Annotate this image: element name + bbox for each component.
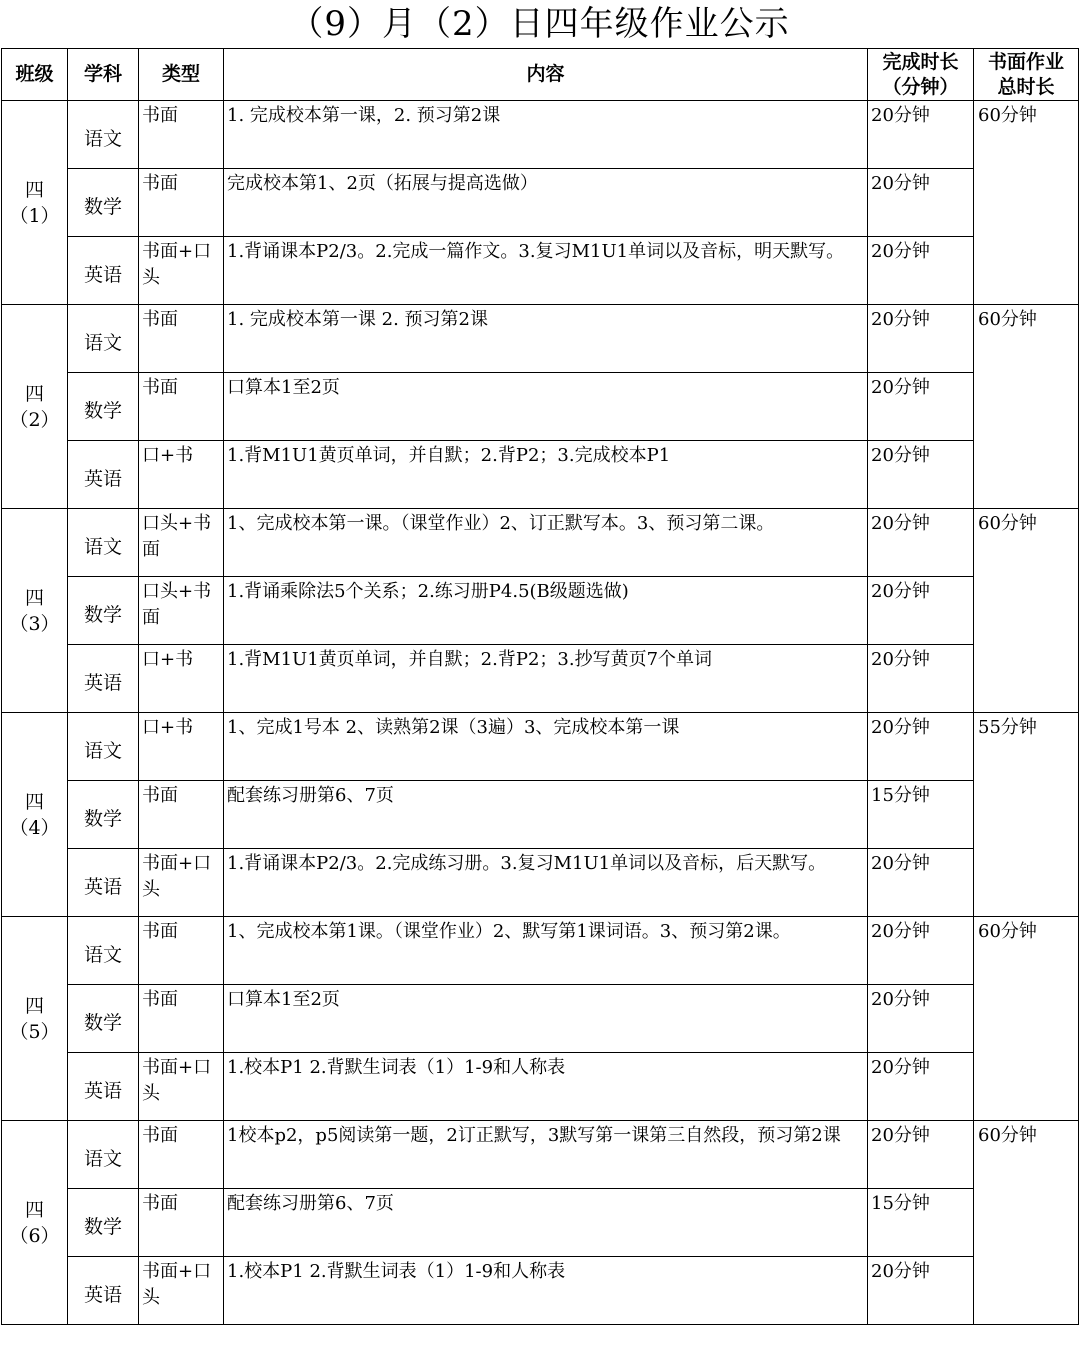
- class-number: （3）: [9, 612, 60, 635]
- table-row: [2, 237, 1079, 305]
- class-number: （5）: [9, 1020, 60, 1043]
- total-duration-cell: 60分钟: [974, 1121, 1079, 1325]
- header-total: [974, 49, 1079, 101]
- class-number: （6）: [9, 1224, 60, 1247]
- type-cell: 书面+口头: [139, 1053, 224, 1121]
- table-row: [2, 101, 1079, 169]
- content-cell: 1.背诵课本P2/3。2.完成练习册。3.复习M1U1单词以及音标，后天默写。: [224, 849, 868, 917]
- subject-cell: 数学: [68, 985, 139, 1053]
- class-number: （4）: [9, 816, 60, 839]
- type-cell: 书面: [139, 101, 224, 169]
- content-cell: 1.背诵乘除法5个关系；2.练习册P4.5(B级题选做): [224, 577, 868, 645]
- subject-cell: 语文: [68, 101, 139, 169]
- type-cell: 口+书: [139, 713, 224, 781]
- duration-cell: 20分钟: [868, 1121, 974, 1189]
- type-cell: 口头+书面: [139, 509, 224, 577]
- type-cell: 书面: [139, 781, 224, 849]
- duration-cell: 20分钟: [868, 917, 974, 985]
- subject-cell: 英语: [68, 645, 139, 713]
- content-cell: 1、完成校本第1课。（课堂作业）2、默写第1课词语。3、预习第2课。: [224, 917, 868, 985]
- header-duration-line1: 完成时长: [882, 50, 959, 73]
- header-duration: [868, 49, 974, 101]
- duration-cell: 15分钟: [868, 1189, 974, 1257]
- class-cell: [2, 713, 68, 917]
- type-cell: 书面: [139, 985, 224, 1053]
- class-cell: [2, 305, 68, 509]
- subject-cell: 英语: [68, 849, 139, 917]
- header-type: 类型: [139, 49, 224, 101]
- subject-cell: 数学: [68, 373, 139, 441]
- header-total-line1: 书面作业: [987, 50, 1064, 73]
- header-total-line2: 总时长: [997, 75, 1055, 98]
- total-duration-cell: 60分钟: [974, 305, 1079, 509]
- content-cell: 1、完成校本第一课。（课堂作业）2、订正默写本。3、预习第二课。: [224, 509, 868, 577]
- type-cell: 书面: [139, 169, 224, 237]
- class-grade: 四: [24, 994, 44, 1017]
- table-row: [2, 713, 1079, 781]
- class-grade: 四: [24, 1198, 44, 1221]
- header-content: 内容: [224, 49, 868, 101]
- duration-cell: 20分钟: [868, 373, 974, 441]
- type-cell: 书面: [139, 1121, 224, 1189]
- duration-cell: 20分钟: [868, 305, 974, 373]
- table-row: [2, 917, 1079, 985]
- subject-cell: 英语: [68, 441, 139, 509]
- homework-table: [1, 48, 1079, 1325]
- duration-cell: 20分钟: [868, 1053, 974, 1121]
- table-row: [2, 441, 1079, 509]
- subject-cell: 数学: [68, 169, 139, 237]
- subject-cell: 数学: [68, 781, 139, 849]
- type-cell: 书面+口头: [139, 237, 224, 305]
- total-duration-cell: 60分钟: [974, 917, 1079, 1121]
- type-cell: 书面: [139, 373, 224, 441]
- class-cell: [2, 101, 68, 305]
- content-cell: 配套练习册第6、7页: [224, 781, 868, 849]
- subject-cell: 数学: [68, 1189, 139, 1257]
- type-cell: 书面: [139, 1189, 224, 1257]
- subject-cell: 英语: [68, 1053, 139, 1121]
- type-cell: 书面: [139, 917, 224, 985]
- type-cell: 口头+书面: [139, 577, 224, 645]
- subject-cell: 数学: [68, 577, 139, 645]
- content-cell: 1、完成1号本 2、读熟第2课（3遍）3、完成校本第一课: [224, 713, 868, 781]
- duration-cell: 15分钟: [868, 781, 974, 849]
- table-row: [2, 645, 1079, 713]
- header-subject: 学科: [68, 49, 139, 101]
- class-number: （1）: [9, 204, 60, 227]
- class-cell: [2, 917, 68, 1121]
- class-grade: 四: [24, 790, 44, 813]
- content-cell: 配套练习册第6、7页: [224, 1189, 868, 1257]
- content-cell: 1校本p2，p5阅读第一题，2订正默写，3默写第一课第三自然段，预习第2课: [224, 1121, 868, 1189]
- content-cell: 口算本1至2页: [224, 373, 868, 441]
- table-row: [2, 509, 1079, 577]
- duration-cell: 20分钟: [868, 1257, 974, 1325]
- duration-cell: 20分钟: [868, 849, 974, 917]
- subject-cell: 语文: [68, 713, 139, 781]
- duration-cell: 20分钟: [868, 169, 974, 237]
- duration-cell: 20分钟: [868, 985, 974, 1053]
- table-row: [2, 849, 1079, 917]
- content-cell: 完成校本第1、2页（拓展与提高选做）: [224, 169, 868, 237]
- table-row: [2, 1257, 1079, 1325]
- duration-cell: 20分钟: [868, 713, 974, 781]
- type-cell: 书面+口头: [139, 1257, 224, 1325]
- table-header-row: [2, 49, 1079, 101]
- class-grade: 四: [24, 178, 44, 201]
- content-cell: 口算本1至2页: [224, 985, 868, 1053]
- total-duration-cell: 60分钟: [974, 509, 1079, 713]
- content-cell: 1.校本P1 2.背默生词表（1）1-9和人称表: [224, 1053, 868, 1121]
- subject-cell: 语文: [68, 305, 139, 373]
- duration-cell: 20分钟: [868, 441, 974, 509]
- table-row: [2, 305, 1079, 373]
- table-row: [2, 985, 1079, 1053]
- table-row: [2, 781, 1079, 849]
- subject-cell: 英语: [68, 237, 139, 305]
- subject-cell: 语文: [68, 1121, 139, 1189]
- duration-cell: 20分钟: [868, 509, 974, 577]
- class-grade: 四: [24, 382, 44, 405]
- duration-cell: 20分钟: [868, 577, 974, 645]
- table-row: [2, 373, 1079, 441]
- class-number: （2）: [9, 408, 60, 431]
- class-cell: [2, 509, 68, 713]
- type-cell: 口+书: [139, 645, 224, 713]
- total-duration-cell: 60分钟: [974, 101, 1079, 305]
- page-title: （9）月（2）日四年级作业公示: [289, 4, 790, 44]
- content-cell: 1.背诵课本P2/3。2.完成一篇作文。3.复习M1U1单词以及音标，明天默写。: [224, 237, 868, 305]
- subject-cell: 语文: [68, 917, 139, 985]
- class-cell: [2, 1121, 68, 1325]
- table-body: [2, 101, 1079, 1325]
- type-cell: 书面: [139, 305, 224, 373]
- class-grade: 四: [24, 586, 44, 609]
- table-row: [2, 169, 1079, 237]
- content-cell: 1. 完成校本第一课 2. 预习第2课: [224, 305, 868, 373]
- table-row: [2, 577, 1079, 645]
- content-cell: 1.校本P1 2.背默生词表（1）1-9和人称表: [224, 1257, 868, 1325]
- content-cell: 1.背M1U1黄页单词，并自默；2.背P2；3.完成校本P1: [224, 441, 868, 509]
- content-cell: 1. 完成校本第一课，2. 预习第2课: [224, 101, 868, 169]
- header-class: 班级: [2, 49, 68, 101]
- duration-cell: 20分钟: [868, 101, 974, 169]
- table-row: [2, 1189, 1079, 1257]
- subject-cell: 英语: [68, 1257, 139, 1325]
- subject-cell: 语文: [68, 509, 139, 577]
- table-row: [2, 1053, 1079, 1121]
- type-cell: 书面+口头: [139, 849, 224, 917]
- total-duration-cell: 55分钟: [974, 713, 1079, 917]
- duration-cell: 20分钟: [868, 237, 974, 305]
- type-cell: 口+书: [139, 441, 224, 509]
- table-row: [2, 1121, 1079, 1189]
- header-duration-line2: （分钟）: [882, 75, 959, 98]
- duration-cell: 20分钟: [868, 645, 974, 713]
- content-cell: 1.背M1U1黄页单词，并自默；2.背P2；3.抄写黄页7个单词: [224, 645, 868, 713]
